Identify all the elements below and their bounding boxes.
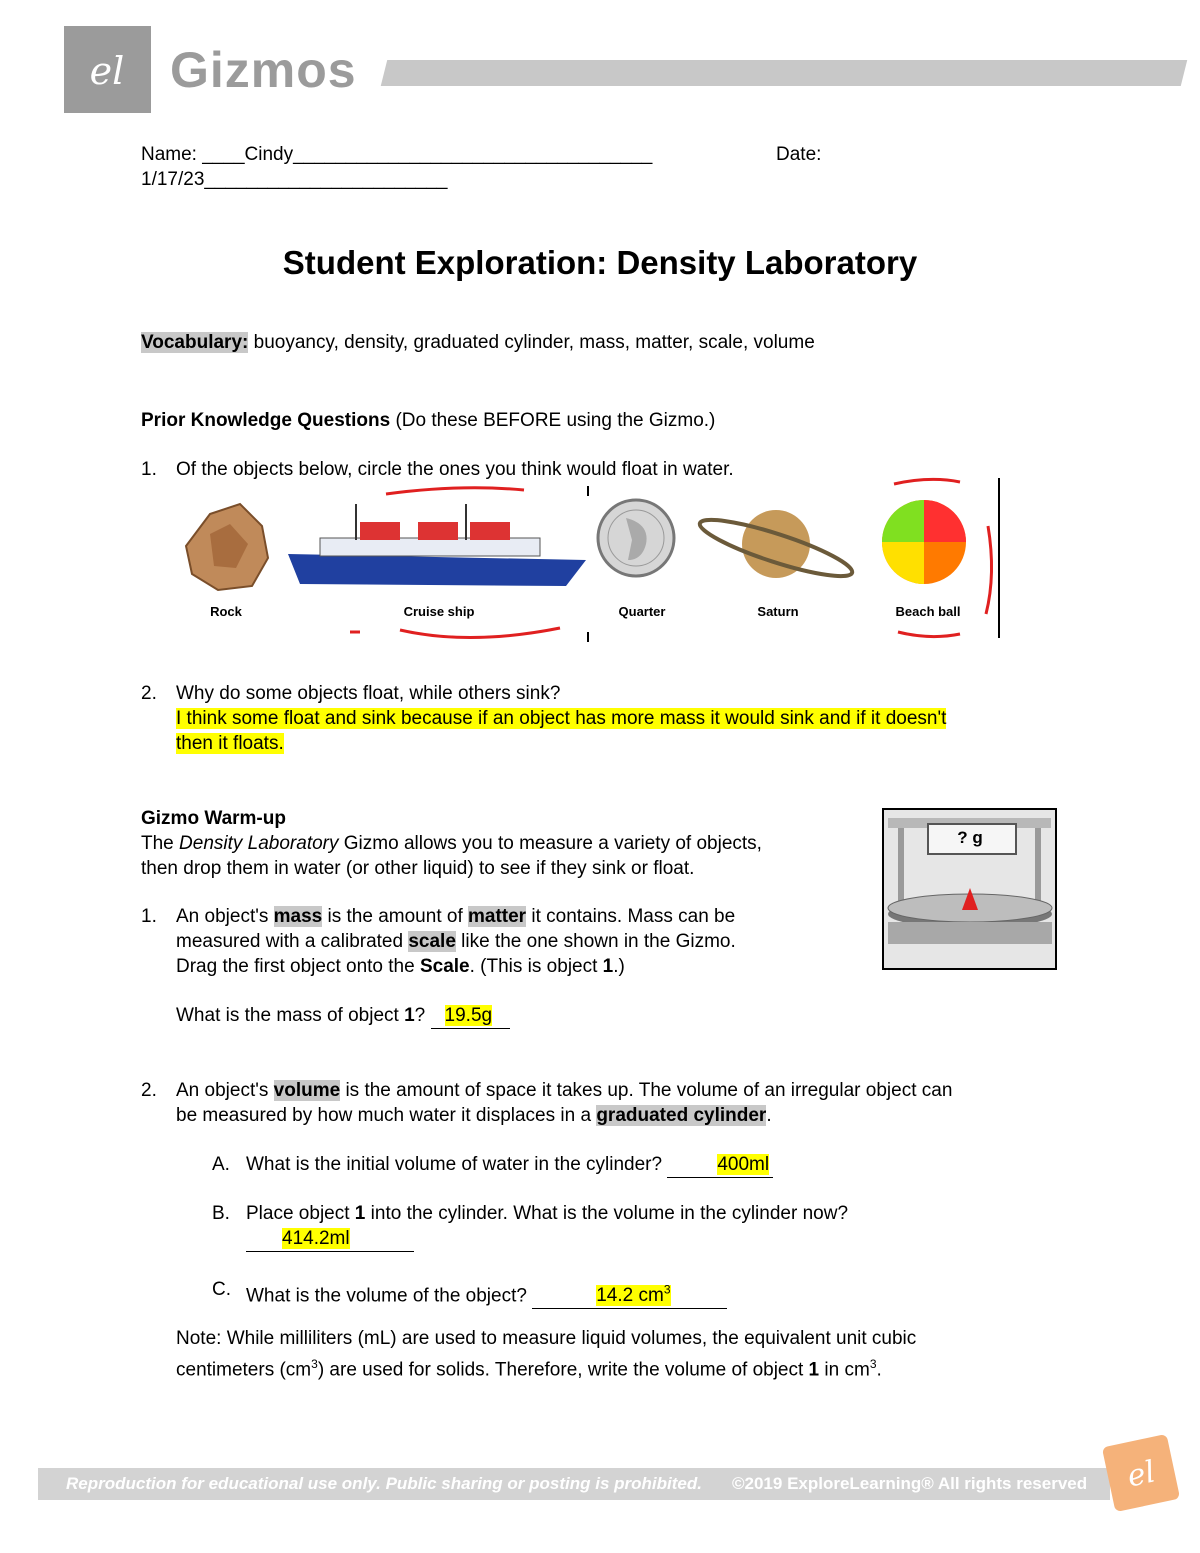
q1-line3-scale: Scale [419, 956, 470, 977]
q1-text-a: An object's [176, 906, 274, 927]
part-a-answer-field[interactable] [667, 1153, 773, 1178]
note-2b: ) are used for solids. Therefore, write the volume of object [317, 1359, 809, 1381]
warmup-q2-number: 2. [141, 1080, 157, 1101]
pk-q2-answer-line1 [176, 707, 946, 731]
part-b-text-a: Place object [246, 1203, 355, 1224]
note-2c: in cm [819, 1359, 870, 1381]
part-c-label: C. [212, 1279, 231, 1300]
vocabulary-label: Vocabulary: [141, 332, 249, 353]
vocabulary-line [141, 331, 815, 355]
gizmos-logo-mark [64, 26, 151, 113]
part-a-question [246, 1153, 773, 1178]
quarter-icon [598, 500, 674, 576]
part-b-label: B. [212, 1203, 230, 1224]
note-sup2: 3 [869, 1357, 877, 1371]
pk-q2-answer-line2 [176, 732, 284, 756]
footer-disclaimer: Reproduction for educational use only. Public sharing or posting is prohibited. [66, 1474, 702, 1493]
warmup-intro-line1 [141, 832, 762, 856]
header-bar [381, 60, 1187, 86]
mass-answer-field[interactable] [431, 1004, 511, 1029]
q1-text-b: is the amount of [322, 906, 468, 927]
vocab-scale: scale [408, 931, 456, 952]
mass-answer: 19.5g [444, 1005, 493, 1026]
saturn-icon [696, 510, 857, 586]
q1-line3-b: . (This is object [469, 956, 603, 977]
part-a-text: What is the initial volume of water in the cylinder? [246, 1154, 668, 1175]
warmup-q2-line2 [176, 1104, 772, 1128]
part-c-answer-wrap [596, 1285, 670, 1306]
warmup-intro-post: Gizmo allows you to measure a variety of objects, [338, 833, 762, 854]
q2-line2-a: be measured by how much water it displaces in a [176, 1105, 597, 1126]
explorelearning-logo-icon [1102, 1434, 1180, 1512]
name-line: Name: ____Cindy__________________________________ [141, 144, 653, 165]
q1-text-c: it contains. Mass can be [526, 906, 736, 927]
svg-text:el: el [1124, 1454, 1159, 1495]
date-label: Date: [776, 144, 822, 165]
warmup-intro-line2: then drop them in water (or other liquid) to see if they sink or float. [141, 858, 695, 879]
part-b-num: 1 [354, 1203, 366, 1224]
note-end: . [876, 1359, 882, 1381]
caption-beach-ball: Beach ball [895, 604, 961, 619]
brand-name: Gizmos [170, 42, 357, 98]
q1-line2-b: like the one shown in the Gizmo. [455, 931, 736, 952]
caption-rock: Rock [210, 604, 242, 619]
date-line: 1/17/23_______________________ [141, 169, 448, 190]
note-sup: 3 [311, 1357, 318, 1371]
warmup-intro-em: Density Laboratory [179, 833, 339, 854]
warmup-intro-pre: The [141, 833, 180, 854]
caption-cruise-ship: Cruise ship [403, 604, 475, 619]
part-c-answer: 14.2 cm [596, 1285, 664, 1307]
part-b-answer: 414.2ml [282, 1228, 350, 1249]
warmup-q1-line2 [176, 930, 736, 954]
warmup-q2-line1 [176, 1079, 952, 1103]
pk-q2-answer-part1: I think some float and sink because if an object has more mass it would sink and if it doesn't [176, 708, 947, 729]
q2-line2-b: . [766, 1105, 772, 1126]
part-a-label: A. [212, 1154, 230, 1175]
scale-readout: ? g [957, 828, 983, 847]
q2-text-a: An object's [176, 1080, 274, 1101]
beach-ball-icon [882, 500, 966, 584]
part-c-answer-sup: 3 [663, 1283, 671, 1297]
note-2a: centimeters (cm [176, 1359, 312, 1381]
part-b-question [246, 1202, 848, 1226]
page-title: Student Exploration: Density Laboratory [282, 244, 918, 281]
note-num: 1 [808, 1359, 820, 1381]
footer-copyright: ©2019 ExploreLearning® All rights reserved [732, 1474, 1088, 1493]
mass-question [176, 1004, 510, 1029]
vocab-graduated-cylinder: graduated cylinder [596, 1105, 767, 1126]
pk-q1-text: Of the objects below, circle the ones you think would float in water. [176, 459, 734, 480]
part-b-text-b: into the cylinder. What is the volume in the cylinder now? [365, 1203, 849, 1224]
part-b-answer-field[interactable] [246, 1227, 414, 1252]
q1-line3-a: Drag the first object onto the [176, 956, 420, 977]
q1-line3-c: .) [613, 956, 625, 977]
el-footer-icon [1102, 1434, 1180, 1512]
q2-text-b: is the amount of space it takes up. The volume of an irregular object can [340, 1080, 953, 1101]
warmup-heading: Gizmo Warm-up [141, 808, 286, 829]
q1-line3-num: 1 [602, 956, 614, 977]
warmup-q1-number: 1. [141, 906, 157, 927]
note-line2 [176, 1352, 882, 1382]
part-c-answer-field[interactable] [532, 1278, 726, 1309]
mass-q-b: ? [414, 1005, 431, 1026]
vocab-matter: matter [468, 906, 527, 927]
cruise-ship-icon [288, 504, 586, 586]
caption-saturn: Saturn [757, 604, 799, 619]
pk-q1-number: 1. [141, 459, 157, 480]
note-line1: Note: While milliliters (mL) are used to measure liquid volumes, the equivalent unit cubic [176, 1328, 917, 1349]
el-logo-icon [64, 26, 151, 113]
mass-q-num: 1 [404, 1005, 415, 1026]
part-c-question [246, 1278, 727, 1309]
pk-q2-answer-part2: then it floats. [176, 733, 284, 754]
vocabulary-terms: buoyancy, density, graduated cylinder, mass, matter, scale, volume [253, 332, 815, 353]
prior-knowledge-heading: Prior Knowledge Questions [141, 410, 391, 431]
prior-knowledge-note: (Do these BEFORE using the Gizmo.) [395, 410, 716, 431]
objects-illustration [170, 474, 1010, 646]
prior-knowledge-heading-line [141, 409, 715, 433]
part-c-text: What is the volume of the object? [246, 1285, 533, 1307]
mass-q-a: What is the mass of object [176, 1005, 405, 1026]
warmup-q1-line3 [176, 955, 625, 979]
caption-quarter: Quarter [618, 604, 666, 619]
part-b-answer-line [246, 1227, 414, 1252]
svg-text:el: el [89, 49, 125, 93]
warmup-q1-line1 [176, 905, 735, 929]
pk-q2-number: 2. [141, 683, 157, 704]
q1-line2-a: measured with a calibrated [176, 931, 409, 952]
vocab-mass: mass [273, 906, 323, 927]
part-a-answer: 400ml [717, 1154, 770, 1175]
rock-icon [186, 504, 268, 590]
pk-q2-text: Why do some objects float, while others sink? [176, 683, 561, 704]
vocab-volume: volume [273, 1080, 341, 1101]
